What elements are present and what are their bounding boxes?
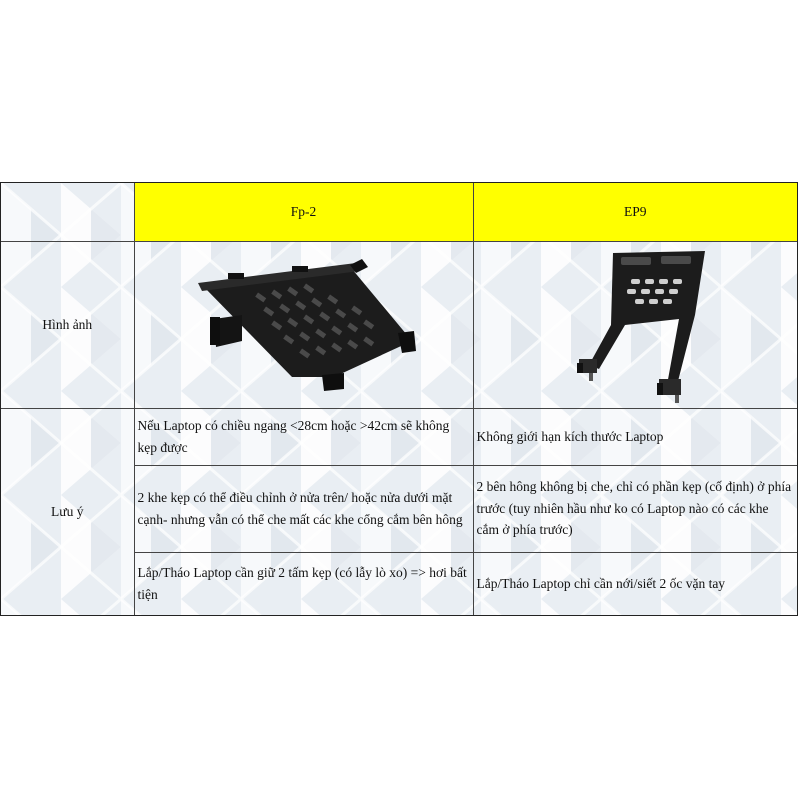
fp2-image-cell <box>134 241 473 408</box>
image-row <box>1 241 797 408</box>
note-fp2-ports: 2 khe kẹp có thể điều chỉnh ở nửa trên/ hoặc nửa dưới mặt cạnh- nhưng vẫn có thể che mất các khe cổng cắm bên hông <box>134 465 473 552</box>
header-row <box>1 183 797 241</box>
image-row-label: Hình ảnh <box>1 241 134 408</box>
note-ep9-ports: 2 bên hông không bị che, chỉ có phần kẹp (cố định) ở phía trước (tuy nhiên hầu như ko có Laptop nào có các khe cắm ở phía trước) <box>473 465 797 552</box>
notes-row-1 <box>1 408 797 465</box>
comparison-table <box>1 183 797 616</box>
note-fp2-mounting: Lắp/Tháo Laptop cần giữ 2 tấm kẹp (có lẫy lò xo) => hơi bất tiện <box>134 552 473 615</box>
comparison-table-container <box>0 182 798 616</box>
laptop-tray-ep9-icon <box>555 245 715 405</box>
header-cell-fp2: Fp-2 <box>134 183 473 241</box>
note-ep9-mounting: Lắp/Tháo Laptop chỉ cần nới/siết 2 ốc vặn tay <box>473 552 797 615</box>
note-fp2-size: Nếu Laptop có chiều ngang <28cm hoặc >42cm sẽ không kẹp được <box>134 408 473 465</box>
note-ep9-size: Không giới hạn kích thước Laptop <box>473 408 797 465</box>
header-cell-empty <box>1 183 134 241</box>
notes-row-label: Lưu ý <box>1 408 134 615</box>
ep9-image-cell <box>473 241 797 408</box>
header-cell-ep9: EP9 <box>473 183 797 241</box>
laptop-tray-fp2-icon <box>184 255 424 395</box>
